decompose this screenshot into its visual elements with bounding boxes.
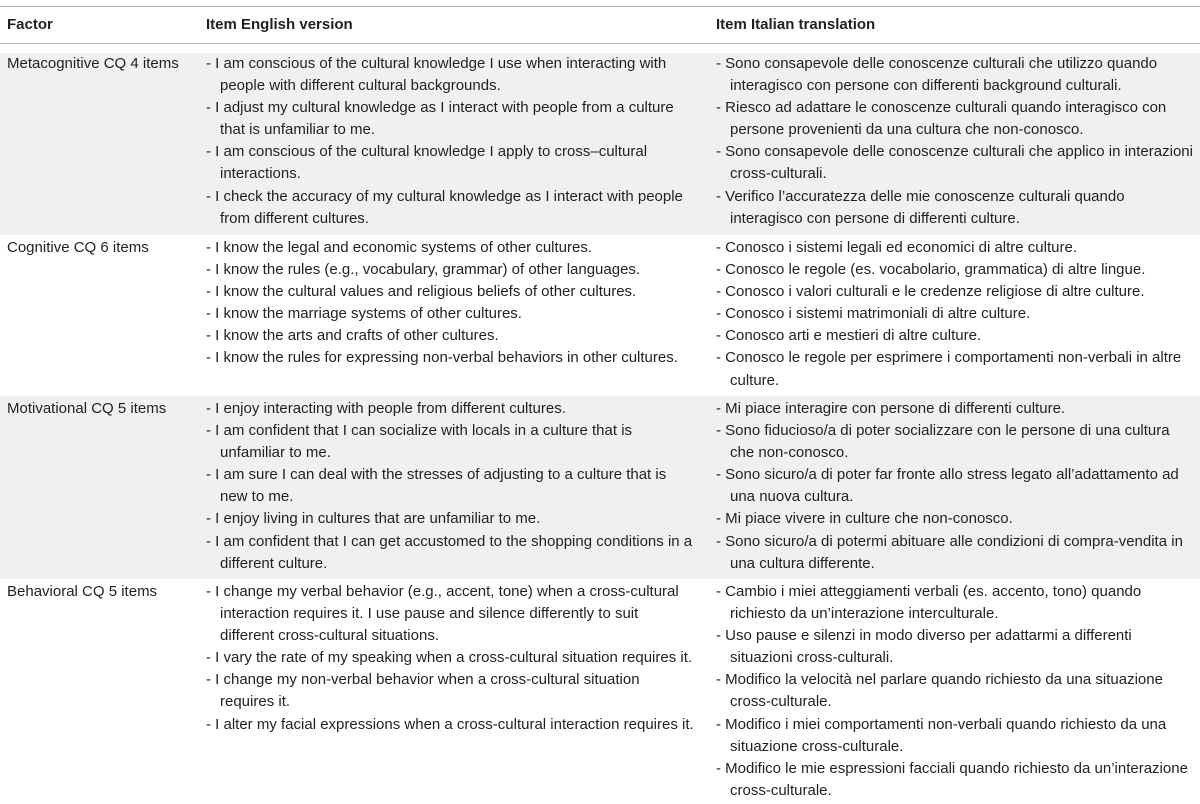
italian-item: - Modifico la velocità nel parlare quando richiesto da una situazione cross-culturale. xyxy=(716,671,1163,711)
table-row-behavioral xyxy=(0,579,1200,804)
italian-item: - Modifico i miei comportamenti non-verbali quando richiesto da una situazione cross-culturale. xyxy=(716,715,1167,755)
english-item: - I know the legal and economic systems of other cultures. xyxy=(206,239,593,256)
english-item: - I change my verbal behavior (e.g., accent, tone) when a cross-cultural interaction requires it. I use pause and silence differently to suit different cross-cultural situations. xyxy=(206,583,679,645)
italian-item: - Sono fiducioso/a di poter socializzare con le persone di una cultura che non-conosco. xyxy=(716,422,1170,462)
italian-item: - Mi piace vivere in culture che non-conosco. xyxy=(716,510,1013,528)
header-bottom-rule xyxy=(0,43,1200,44)
header-english-version: Item English version xyxy=(206,16,353,33)
english-item: - I change my non-verbal behavior when a cross-cultural situation requires it. xyxy=(206,671,640,711)
english-item: - I vary the rate of my speaking when a cross-cultural situation requires it. xyxy=(206,649,693,667)
italian-item: - Verifico l’accuratezza delle mie conoscenze culturali quando interagisco con persone di differenti culture. xyxy=(716,187,1125,227)
italian-item: - Modifico le mie espressioni facciali quando richiesto da un’interazione cross-culturale. xyxy=(716,759,1188,799)
english-item: - I know the rules for expressing non-verbal behaviors in other cultures. xyxy=(206,349,678,367)
factor-cell: Behavioral CQ 5 items xyxy=(7,583,158,600)
italian-item: - Cambio i miei atteggiamenti verbali (es. accento, tono) quando richiesto da un’interazione interculturale. xyxy=(716,583,1142,623)
english-item: - I am confident that I can socialize with locals in a culture that is unfamiliar to me. xyxy=(206,422,633,462)
italian-item: - Uso pause e silenzi in modo diverso per adattarmi a differenti situazioni cross-culturali. xyxy=(716,627,1132,667)
factor-cell: Motivational CQ 5 items xyxy=(7,400,167,417)
english-item: - I know the arts and crafts of other cultures. xyxy=(206,327,499,345)
italian-items-cell xyxy=(716,237,1196,392)
factor-cell: Cognitive CQ 6 items xyxy=(7,239,149,256)
italian-item: - Conosco arti e mestieri di altre culture. xyxy=(716,327,982,345)
italian-item: - Conosco i sistemi legali ed economici di altre culture. xyxy=(716,239,1077,256)
english-item: - I am conscious of the cultural knowledge I use when interacting with people with different cultural backgrounds. xyxy=(206,55,667,95)
italian-item: - Conosco i valori culturali e le credenze religiose di altre culture. xyxy=(716,283,1145,301)
italian-items-cell xyxy=(716,398,1196,575)
italian-item: - Sono sicuro/a di potermi abituare alle condizioni di compra-vendita in una cultura differente. xyxy=(716,532,1183,572)
english-item: - I know the marriage systems of other cultures. xyxy=(206,305,522,323)
english-item: - I am conscious of the cultural knowledge I apply to cross–cultural interactions. xyxy=(206,143,648,183)
italian-item: - Mi piace interagire con persone di differenti culture. xyxy=(716,400,1066,417)
table-row-metacognitive xyxy=(0,53,1200,235)
english-item: - I know the cultural values and religious beliefs of other cultures. xyxy=(206,283,637,301)
italian-item: - Riesco ad adattare le conoscenze culturali quando interagisco con persone provenienti da una cultura che non-conosco. xyxy=(716,99,1167,139)
english-item: - I adjust my cultural knowledge as I interact with people from a culture that is unfamiliar to me. xyxy=(206,99,674,139)
table-row-cognitive xyxy=(0,235,1200,396)
table-top-rule xyxy=(0,6,1200,7)
english-item: - I know the rules (e.g., vocabulary, grammar) of other languages. xyxy=(206,261,641,279)
english-item: - I am sure I can deal with the stresses of adjusting to a culture that is new to me. xyxy=(206,466,667,506)
english-item: - I enjoy living in cultures that are unfamiliar to me. xyxy=(206,510,541,528)
italian-item: - Conosco le regole (es. vocabolario, grammatica) di altre lingue. xyxy=(716,261,1146,279)
english-items-cell xyxy=(206,581,696,736)
english-item: - I alter my facial expressions when a cross-cultural interaction requires it. xyxy=(206,715,694,733)
header-factor: Factor xyxy=(7,16,53,33)
italian-item: - Sono consapevole delle conoscenze culturali che applico in interazioni cross-culturali. xyxy=(716,143,1193,183)
english-items-cell xyxy=(206,237,696,370)
italian-item: - Sono sicuro/a di poter far fronte allo stress legato all’adattamento ad una nuova cultura. xyxy=(716,466,1179,506)
table-row-motivational xyxy=(0,396,1200,579)
header-italian-translation: Item Italian translation xyxy=(716,16,876,33)
italian-item: - Sono consapevole delle conoscenze culturali che utilizzo quando interagisco con persone con differenti background culturali. xyxy=(716,55,1158,95)
english-items-cell xyxy=(206,398,696,575)
italian-items-cell xyxy=(716,581,1196,802)
english-items-cell xyxy=(206,53,696,230)
english-item: - I am confident that I can get accustomed to the shopping conditions in a different culture. xyxy=(206,532,693,572)
english-item: - I check the accuracy of my cultural knowledge as I interact with people from different cultures. xyxy=(206,187,683,227)
italian-item: - Conosco i sistemi matrimoniali di altre culture. xyxy=(716,305,1031,323)
italian-items-cell xyxy=(716,53,1196,230)
english-item: - I enjoy interacting with people from different cultures. xyxy=(206,400,566,417)
factor-cell: Metacognitive CQ 4 items xyxy=(7,55,179,72)
italian-item: - Conosco le regole per esprimere i comportamenti non-verbali in altre culture. xyxy=(716,349,1182,389)
